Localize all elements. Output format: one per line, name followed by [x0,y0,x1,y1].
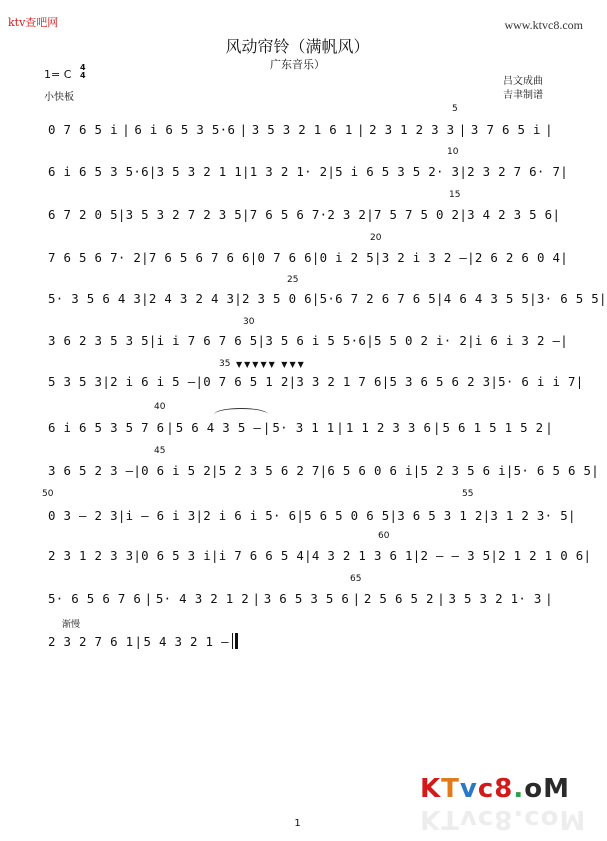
measure-number: 20 [370,233,382,243]
measure: 3 2 i 3 2 — [381,250,468,265]
measure: 5· 6 5 6 7 6 [48,591,142,606]
barline: | [505,463,514,478]
measure: 1 1 2 3 3 6 [345,420,432,435]
site-logo-reflection: KTvc8.coM [420,804,587,834]
barline: | [436,291,444,306]
barline: | [117,508,126,523]
barline: | [467,333,475,348]
measure: 0 7 6 5 i [48,122,118,137]
barline: | [545,591,553,606]
barline: | [591,463,600,478]
measure: 3 4 2 3 5 6 [467,207,553,222]
measure: i — 6 i 3 [125,508,196,523]
measure: 5 i 6 5 3 5 2· 3 [335,164,460,179]
measure: 2 5 6 5 2 [363,591,434,606]
barline: | [133,463,142,478]
barline: | [437,591,446,606]
barline: | [311,250,320,265]
barline: | [482,508,491,523]
barline: | [195,508,204,523]
score-subtitle: 广东音乐） [270,58,325,71]
measure: 5 5 0 2 i· 2 [373,333,468,348]
tie-arc [214,408,268,421]
measure-number: 15 [449,190,461,200]
measure: 5 4 3 2 1 — [143,633,229,649]
barline: | [381,374,390,389]
measure: 2 i 6 i 5· 6 [203,508,297,523]
barline: | [458,122,467,137]
barline: | [242,207,250,222]
measure: 6 i 6 5 3 5·6 [48,164,149,179]
thin-barline [232,633,233,649]
barline: | [148,333,157,348]
measure: 0 6 5 3 i [141,548,211,563]
barline: | [148,164,157,179]
key-signature: 1= C [44,68,72,81]
notation-row [48,374,584,389]
barline: | [575,374,584,389]
measure: 3 3 2 1 7 6 [296,374,382,389]
barline: | [336,420,345,435]
measure-number: 5 [452,104,458,114]
measure: 4 6 4 3 5 5 [443,291,530,306]
barline: | [141,291,149,306]
measure: 5· 6 5 6 5 [513,463,592,478]
measure: 2 3 5 0 6 [242,291,312,306]
barline: | [195,374,204,389]
notation-row [48,548,592,563]
measure: 2 — — 3 5 [420,548,491,563]
measure: 3 5 3 2 1 1 [156,164,243,179]
arranger-credit: 吉聿制谱 [503,90,543,101]
logo-part: v [459,774,478,804]
barline: | [459,207,468,222]
measure: i 6 i 3 2 — [474,333,561,348]
barline: | [327,164,336,179]
measure: 1 3 2 1· 2 [249,164,328,179]
barline: | [560,333,568,348]
measure-number: 30 [243,317,255,327]
measure: 5· 4 3 2 1 2 [155,591,250,606]
measure: 2 6 2 6 0 4 [474,250,561,265]
notation-row [48,122,553,137]
measure: 6 5 6 0 6 i [327,463,413,478]
barline: | [373,250,382,265]
measure: 5·6 7 2 6 7 6 5 [319,291,437,306]
barline: | [356,122,365,137]
barline: | [529,291,537,306]
measure: 2 3 2 7 6 1 [48,633,134,649]
final-barline [230,633,238,649]
measure: 6 7 2 0 5 [48,207,118,222]
barline: | [166,420,174,435]
measure: 5· 3 5 6 4 3 [48,291,142,306]
barline: | [234,291,243,306]
notation-row [48,207,561,222]
barline: | [102,374,111,389]
notation-row [48,291,607,306]
accent-markers: ▼▼▼▼▼ ▼▼▼ [236,360,306,369]
barline: | [257,333,266,348]
measure: 7 6 5 6 7·2 3 2 [249,207,367,222]
logo-part: . [513,774,525,804]
measure: 6 i 6 5 3 5·6 [134,122,236,137]
composer-credit: 吕文成曲 [503,76,543,87]
barline: | [210,463,219,478]
measure: 7 6 5 6 7· 2 [48,250,142,265]
measure: 7 6 5 6 7 6 6 [148,250,250,265]
barline: | [552,207,561,222]
logo-part: oM [524,774,571,804]
tempo-change-marking: 渐慢 [62,620,81,630]
notation-row [48,420,553,435]
notation-row [48,333,568,348]
notation-row [48,591,553,606]
barline: | [560,250,568,265]
measure: 3 6 5 3 5 6 [263,591,350,606]
notation-row [48,164,568,179]
barline: | [319,463,328,478]
barline: | [459,164,468,179]
barline: | [304,548,312,563]
barline: | [262,420,271,435]
barline: | [412,463,421,478]
measure: 3 5 6 i 5 5·6 [265,333,367,348]
measure-number: 50 [42,489,54,499]
barline: | [352,591,361,606]
measure: 5 6 1 5 1 5 2 [442,420,544,435]
barline: | [210,548,219,563]
barline: | [144,591,153,606]
measure: 2 3 2 7 6· 7 [467,164,561,179]
measure-number: 55 [462,489,474,499]
barline: | [432,420,441,435]
barline: | [296,508,305,523]
measure: 4 3 2 1 3 6 1 [311,548,413,563]
time-signature [80,64,86,80]
notation-row [48,508,576,523]
measure: 2 4 3 2 4 3 [148,291,235,306]
page-number: 1 [294,818,301,829]
measure: 3· 6 5 5 [536,291,600,306]
measure: 0 3 — 2 3 [48,508,118,523]
barline: | [560,164,568,179]
measure: 3 5 3 2 1 6 1 [251,122,353,137]
notation-row [48,463,600,478]
measure-number: 65 [350,574,362,584]
measure: 3 5 3 2 7 2 3 5 [125,207,243,222]
measure: 5 2 3 5 6 2 7 [218,463,320,478]
barline: | [389,508,398,523]
measure: 6 i 6 5 3 5 7 6 [48,420,165,435]
barline: | [412,548,421,563]
measure: 7 5 7 5 0 2 [373,207,460,222]
measure: 5· 3 1 1 [272,420,335,435]
site-logo [420,774,570,804]
measure: 5 6 5 0 6 5 [304,508,390,523]
measure: i i 7 6 7 6 5 [156,333,258,348]
barline: | [239,122,248,137]
logo-part: c8 [477,774,514,804]
barline: | [583,548,592,563]
barline: | [490,548,499,563]
measure: 2 1 2 1 0 6 [498,548,584,563]
barline: | [117,207,126,222]
thick-barline [235,633,238,649]
barline: | [490,374,499,389]
barline: | [311,291,320,306]
measure: 5 3 6 5 6 2 3 [389,374,491,389]
tempo-marking: 小快板 [44,92,74,103]
barline: | [242,164,250,179]
barline: | [134,633,143,649]
barline: | [599,291,607,306]
measure-number: 25 [287,275,299,285]
measure: 2 i 6 i 5 — [110,374,196,389]
measure: 3 6 5 3 1 2 [397,508,483,523]
measure-number: 35 [219,359,231,369]
barline: | [122,122,130,137]
barline: | [141,250,149,265]
measure: 3 7 6 5 i [470,122,541,137]
measure: 0 7 6 6 [257,250,312,265]
barline: | [252,591,261,606]
measure: 0 i 2 5 [319,250,374,265]
measure: i 7 6 6 5 4 [218,548,305,563]
barline: | [567,508,576,523]
barline: | [545,420,553,435]
meter-top: 4 [80,63,86,72]
site-watermark-left: ktv查吧网 [8,16,59,29]
measure: 5 6 4 3 5 — [175,420,262,435]
measure: 0 7 6 5 1 2 [203,374,289,389]
measure-number: 60 [378,531,390,541]
measure: 3 6 2 3 5 3 5 [48,333,149,348]
meter-bottom: 4 [80,71,86,80]
site-watermark-right: www.ktvc8.com [504,18,583,32]
barline: | [133,548,142,563]
measure: 5· 6 i i 7 [498,374,576,389]
measure: 5 2 3 5 6 i [420,463,506,478]
barline: | [366,207,374,222]
barline: | [288,374,297,389]
barline: | [249,250,258,265]
measure-number: 45 [154,446,166,456]
barline: | [467,250,475,265]
measure: 2 3 1 2 3 3 [369,122,455,137]
notation-row [48,250,568,265]
measure: 0 6 i 5 2 [141,463,211,478]
barline: | [366,333,374,348]
measure-number: 40 [154,402,166,412]
notation-row [48,633,238,649]
logo-part: K [420,774,442,804]
measure: 2 3 1 2 3 3 [48,548,134,563]
measure: 3 1 2 3· 5 [490,508,568,523]
measure: 5 3 5 3 [48,374,103,389]
measure: 3 5 3 2 1· 3 [448,591,542,606]
score-title: 风动帘铃（满帆风） [225,37,370,56]
measure: 3 6 5 2 3 — [48,463,134,478]
barline: | [545,122,553,137]
logo-part: T [441,774,460,804]
measure-number: 10 [447,147,459,157]
